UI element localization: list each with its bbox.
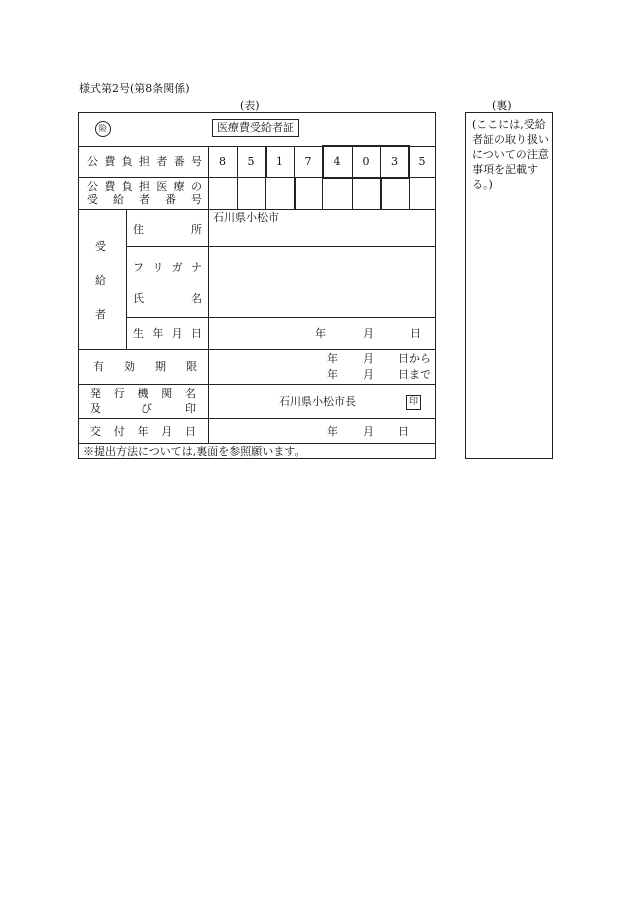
certificate-back bbox=[465, 112, 553, 459]
label-char: ガ bbox=[171, 261, 183, 274]
row-divider bbox=[126, 317, 435, 318]
validity-to-month: 月 bbox=[363, 368, 374, 381]
label-char: 負 bbox=[121, 155, 133, 168]
public-payer-label bbox=[87, 155, 202, 168]
issuer-seal-icon: 印 bbox=[406, 395, 421, 410]
recipient-number-label-2 bbox=[87, 193, 202, 206]
digit-divider bbox=[409, 177, 410, 209]
certificate-front bbox=[78, 112, 436, 459]
label-char: 年 bbox=[152, 327, 164, 340]
label-char: フ bbox=[133, 261, 144, 274]
payer-digit: 0 bbox=[362, 155, 370, 168]
label-char: リ bbox=[152, 261, 164, 274]
label-char: 負 bbox=[121, 180, 133, 193]
label-char: 公 bbox=[87, 155, 98, 168]
label-char: 行 bbox=[113, 387, 125, 400]
birth-label bbox=[133, 327, 202, 340]
label-char: 交 bbox=[90, 425, 101, 438]
issuer-label-2: 印 bbox=[185, 402, 196, 415]
payer-digit: 4 bbox=[333, 155, 341, 168]
label-char: 番 bbox=[173, 155, 185, 168]
payer-digit: 5 bbox=[247, 155, 255, 168]
digit-divider bbox=[265, 177, 266, 209]
issuer-label-2: び bbox=[141, 402, 152, 415]
label-char: 発 bbox=[90, 387, 101, 400]
label-char: 有 bbox=[93, 360, 104, 373]
row-divider bbox=[79, 349, 435, 350]
label-char: 番 bbox=[165, 193, 176, 206]
label-char: 名 bbox=[185, 387, 196, 400]
recipient-group-char: 給 bbox=[95, 274, 106, 287]
label-char: 公 bbox=[87, 180, 98, 193]
issue-month-unit: 月 bbox=[363, 425, 374, 438]
payer-digit: 7 bbox=[304, 155, 312, 168]
digit-divider bbox=[352, 177, 353, 209]
column-divider bbox=[208, 146, 209, 443]
label-char: 月 bbox=[161, 425, 173, 438]
address-label: 所 bbox=[191, 223, 202, 236]
row-divider bbox=[126, 246, 435, 247]
row-divider bbox=[79, 443, 435, 444]
recipient-group-char: 受 bbox=[95, 240, 106, 253]
issuer-value: 石川県小松市長 bbox=[279, 395, 356, 408]
validity-label bbox=[93, 360, 197, 373]
label-char: 効 bbox=[124, 360, 135, 373]
validity-from-month: 月 bbox=[363, 352, 374, 365]
payer-digit: 3 bbox=[391, 155, 398, 168]
label-char: 費 bbox=[104, 180, 116, 193]
label-char: 生 bbox=[133, 327, 144, 340]
birth-day-unit: 日 bbox=[410, 327, 421, 340]
recipient-group-char: 者 bbox=[95, 308, 106, 321]
column-divider bbox=[126, 209, 127, 349]
label-char: の bbox=[190, 180, 202, 193]
label-char: 療 bbox=[173, 180, 185, 193]
label-char: 日 bbox=[185, 425, 196, 438]
label-char: 年 bbox=[137, 425, 149, 438]
label-char: 者 bbox=[139, 193, 150, 206]
label-char: 担 bbox=[138, 155, 150, 168]
label-char: 医 bbox=[156, 180, 168, 193]
label-char: 費 bbox=[104, 155, 116, 168]
issue-date-label bbox=[90, 425, 196, 438]
issuer-label-2: 及 bbox=[90, 402, 101, 415]
back-notice-text: (ここには,受給者証の取り扱いについての注意事項を記載する。) bbox=[472, 118, 549, 191]
label-char: 担 bbox=[138, 180, 150, 193]
payer-digit: 1 bbox=[276, 155, 283, 168]
public-seal-icon: 险 bbox=[95, 121, 111, 137]
front-side-label: (表) bbox=[240, 99, 260, 112]
form-number: 様式第2号(第8条関係) bbox=[79, 82, 190, 95]
label-char: 号 bbox=[190, 155, 202, 168]
row-divider bbox=[79, 209, 435, 210]
digit-divider bbox=[294, 177, 296, 209]
recipient-number-label-1 bbox=[87, 180, 202, 193]
validity-to-day: 日まで bbox=[398, 368, 431, 381]
name-label: 氏 bbox=[133, 292, 144, 305]
label-char: ナ bbox=[190, 261, 202, 274]
label-char: 限 bbox=[186, 360, 197, 373]
digit-divider bbox=[237, 177, 238, 209]
back-side-label: (裏) bbox=[492, 99, 512, 112]
furigana-label bbox=[133, 261, 202, 274]
payer-digit: 8 bbox=[219, 155, 226, 168]
label-char: 者 bbox=[156, 155, 168, 168]
validity-from-day: 日から bbox=[398, 352, 431, 365]
label-char: 給 bbox=[113, 193, 124, 206]
name-label: 名 bbox=[191, 292, 202, 305]
row-divider bbox=[79, 418, 435, 419]
issuer-label-1 bbox=[90, 387, 196, 400]
label-char: 日 bbox=[190, 327, 202, 340]
digit-divider bbox=[322, 177, 323, 209]
label-char: 受 bbox=[87, 193, 98, 206]
certificate-title: 医療費受給者証 bbox=[212, 119, 299, 137]
payer-digit: 5 bbox=[418, 155, 426, 168]
label-char: 月 bbox=[171, 327, 183, 340]
label-char: 機 bbox=[137, 387, 149, 400]
footer-note: ※提出方法については,裏面を参照願います。 bbox=[83, 445, 306, 458]
address-value: 石川県小松市 bbox=[213, 211, 279, 224]
label-char: 付 bbox=[113, 425, 125, 438]
validity-to-year: 年 bbox=[327, 368, 338, 381]
birth-month-unit: 月 bbox=[363, 327, 374, 340]
label-char: 関 bbox=[161, 387, 173, 400]
digit-divider bbox=[380, 177, 382, 209]
label-char: 期 bbox=[155, 360, 166, 373]
label-char: 号 bbox=[191, 193, 202, 206]
row-divider bbox=[79, 384, 435, 385]
birth-year-unit: 年 bbox=[315, 327, 326, 340]
address-label: 住 bbox=[133, 223, 144, 236]
validity-from-year: 年 bbox=[327, 352, 338, 365]
issue-day-unit: 日 bbox=[398, 425, 409, 438]
issue-year-unit: 年 bbox=[327, 425, 338, 438]
